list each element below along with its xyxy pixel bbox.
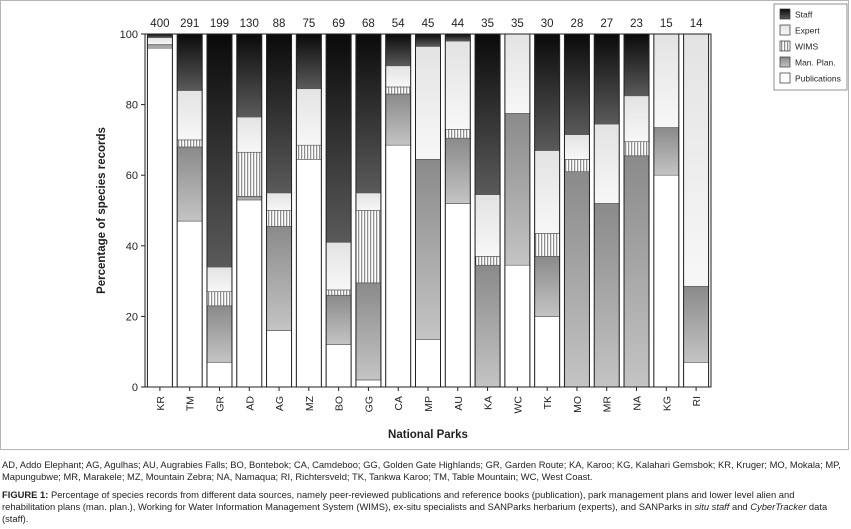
x-tick-label-kg: KG — [661, 396, 674, 412]
bar-ag-expert — [267, 193, 292, 211]
bar-au-man-plan — [445, 138, 470, 203]
caption-text-1: Percentage of species records from different data sources, namely peer-reviewed publications and reference books (publication), park management plans and lower level alien and rehabilitation plans (man. plan.), Working for Water Information Management System (WIMS), ex-situ specialists and SANParks herbarium (experts), and SANParks in — [2, 489, 795, 512]
bar-mo-wims — [564, 159, 589, 171]
bar-ca-man-plan — [386, 94, 411, 145]
x-tick-label-mo: MO — [571, 396, 584, 413]
bar-bo-expert — [326, 242, 351, 290]
bar-bo-staff — [326, 34, 351, 242]
bar-ri-man-plan — [684, 286, 709, 362]
count-label-kr: 400 — [150, 18, 170, 30]
y-axis-title: Percentage of species records — [96, 127, 108, 294]
bar-au-staff — [445, 34, 470, 41]
bar-ka-man-plan — [475, 265, 500, 387]
bar-mp-staff — [416, 34, 441, 46]
bar-ca-staff — [386, 34, 411, 66]
count-label-na: 23 — [630, 18, 643, 30]
abbreviations-text: AD, Addo Elephant; AG, Agulhas; AU, Augrabies Falls; BO, Bontebok; CA, Camdeboo; GG, Golden Gate Highlands; GR, Garden Route; KA, Karoo; KG, Kalahari Gemsbok; KR, Kruger; MO, Mokala; MP, Mapungubwe; MR, Marakele; MZ, Mountain Zebra; NA, Namaqua; RI, Richtersveld; TK, Tankwa Karoo; TM, Table Mountain; WC, West Coast. — [2, 459, 841, 482]
bar-gr-expert — [207, 267, 232, 292]
y-tick-label-20: 20 — [125, 311, 138, 324]
bar-kg-man-plan — [654, 128, 679, 176]
bar-mr-man-plan — [594, 203, 619, 387]
bar-kg-publications — [654, 175, 679, 387]
bar-tk-publications — [535, 316, 560, 387]
y-tick-label-0: 0 — [131, 382, 138, 394]
bar-kr-man-plan — [147, 45, 172, 49]
bar-mz-expert — [296, 89, 321, 145]
bar-tm-staff — [177, 34, 202, 90]
bar-mo-staff — [564, 34, 589, 135]
bar-tk-staff — [535, 34, 560, 150]
bar-au-expert — [445, 41, 470, 129]
x-tick-label-mr: MR — [601, 396, 614, 413]
legend-swatch-expert — [780, 25, 790, 35]
bar-ka-staff — [475, 34, 500, 195]
bar-gr-staff — [207, 34, 232, 267]
bar-ag-wims — [267, 211, 292, 227]
y-tick-label-80: 80 — [125, 99, 138, 112]
y-tick-label-60: 60 — [125, 170, 138, 183]
bar-tk-man-plan — [535, 256, 560, 316]
count-label-ri: 14 — [689, 18, 703, 30]
x-tick-label-wc: WC — [512, 396, 525, 414]
bar-gr-wims — [207, 292, 232, 306]
legend-label-expert: Expert — [795, 25, 820, 36]
bar-kg-expert — [654, 34, 679, 128]
bar-mp-expert — [416, 46, 441, 159]
bar-gg-wims — [356, 211, 381, 283]
x-axis-title: National Parks — [388, 429, 468, 441]
count-label-mp: 45 — [421, 18, 435, 30]
count-label-gg: 68 — [362, 18, 375, 30]
bar-mp-publications — [416, 339, 441, 387]
bar-ka-wims — [475, 256, 500, 265]
legend-label-publications: Publications — [795, 73, 841, 84]
bar-mo-expert — [564, 135, 589, 160]
count-label-gr: 199 — [209, 18, 230, 30]
bar-ad-man-plan — [237, 196, 262, 200]
bar-ca-expert — [386, 66, 411, 87]
x-tick-label-au: AU — [452, 396, 465, 411]
bar-ca-wims — [386, 87, 411, 94]
bar-mz-staff — [296, 34, 321, 89]
caption-text-3: data (staff). — [2, 501, 828, 524]
bar-gg-expert — [356, 193, 381, 211]
count-label-bo: 69 — [332, 18, 346, 30]
x-tick-label-gr: GR — [214, 396, 227, 412]
stacked-bar-chart — [1, 1, 850, 451]
y-tick-label-100: 100 — [119, 29, 138, 41]
caption-italic-2: CyberTracker — [750, 501, 807, 512]
bar-ad-expert — [237, 117, 262, 152]
bar-ri-expert — [684, 34, 709, 286]
count-label-au: 44 — [451, 18, 465, 30]
count-label-tm: 291 — [180, 18, 200, 30]
bar-ag-staff — [267, 34, 292, 193]
caption-label: FIGURE 1: — [2, 489, 49, 500]
bar-wc-expert — [505, 34, 530, 113]
bar-ad-publications — [237, 200, 262, 387]
bar-gg-man-plan — [356, 283, 381, 380]
bar-ri-publications — [684, 362, 709, 387]
y-tick-label-40: 40 — [125, 240, 138, 253]
x-tick-label-ad: AD — [244, 396, 257, 411]
bar-mz-wims — [296, 145, 321, 159]
legend-label-wims: WIMS — [795, 41, 819, 52]
legend-swatch-staff — [780, 9, 790, 19]
count-label-ca: 54 — [391, 18, 405, 30]
bar-mo-man-plan — [564, 172, 589, 387]
legend-swatch-publications — [780, 73, 790, 83]
x-tick-label-tm: TM — [184, 396, 197, 412]
x-tick-label-bo: BO — [333, 396, 346, 412]
bar-au-publications — [445, 203, 470, 387]
caption-italic-1: situ staff — [694, 501, 730, 512]
bar-ca-publications — [386, 145, 411, 387]
bar-wc-man-plan — [505, 113, 530, 265]
count-label-ad: 130 — [239, 18, 259, 30]
bar-na-staff — [624, 34, 649, 96]
bar-tm-publications — [177, 221, 202, 387]
x-tick-label-ag: AG — [274, 396, 287, 412]
caption-text-2: and — [729, 501, 751, 512]
x-tick-label-mz: MZ — [303, 396, 316, 412]
count-label-wc: 35 — [510, 18, 524, 30]
bar-wc-publications — [505, 265, 530, 387]
bar-ka-expert — [475, 195, 500, 257]
legend-swatch-wims — [780, 41, 790, 51]
bar-gg-publications — [356, 380, 381, 387]
legend-swatch-man-plan — [780, 57, 790, 67]
bar-tm-man-plan — [177, 147, 202, 221]
bar-kr-expert — [147, 38, 172, 45]
bar-mp-man-plan — [416, 159, 441, 339]
x-tick-label-kr: KR — [154, 396, 167, 411]
bar-na-wims — [624, 142, 649, 156]
legend-label-staff: Staff — [795, 9, 813, 20]
bar-bo-wims — [326, 290, 351, 295]
count-label-ag: 88 — [272, 18, 286, 30]
bar-kr-publications — [147, 48, 172, 387]
x-tick-label-tk: TK — [542, 396, 555, 410]
bar-tk-expert — [535, 150, 560, 233]
x-tick-label-ri: RI — [691, 396, 704, 407]
legend — [774, 4, 847, 90]
count-label-ka: 35 — [481, 18, 494, 30]
figure-caption — [2, 489, 848, 525]
bar-au-wims — [445, 129, 470, 138]
bar-kr-staff — [147, 34, 172, 38]
bar-mr-expert — [594, 124, 619, 203]
bar-mr-staff — [594, 34, 619, 124]
x-tick-label-ka: KA — [482, 396, 495, 411]
bar-mz-publications — [296, 159, 321, 387]
bar-na-expert — [624, 96, 649, 142]
bar-ad-staff — [237, 34, 262, 117]
x-tick-label-gg: GG — [363, 396, 376, 413]
bar-bo-man-plan — [326, 295, 351, 344]
bar-ag-publications — [267, 331, 292, 387]
count-label-mz: 75 — [302, 18, 316, 30]
bar-gr-man-plan — [207, 306, 232, 362]
bar-tk-wims — [535, 233, 560, 256]
bar-tm-wims — [177, 140, 202, 147]
count-label-mr: 27 — [600, 18, 614, 30]
count-label-kg: 15 — [659, 18, 673, 30]
bar-ad-wims — [237, 152, 262, 196]
count-label-tk: 30 — [540, 18, 554, 30]
count-label-mo: 28 — [570, 18, 584, 30]
x-tick-label-na: NA — [631, 396, 644, 411]
legend-label-man-plan: Man. Plan. — [795, 57, 836, 68]
x-tick-label-mp: MP — [423, 396, 435, 412]
bar-gr-publications — [207, 362, 232, 387]
bar-bo-publications — [326, 345, 351, 387]
x-tick-label-ca: CA — [393, 396, 406, 411]
bar-tm-expert — [177, 90, 202, 139]
bar-ag-man-plan — [267, 226, 292, 330]
bar-na-man-plan — [624, 156, 649, 387]
bar-gg-staff — [356, 34, 381, 193]
